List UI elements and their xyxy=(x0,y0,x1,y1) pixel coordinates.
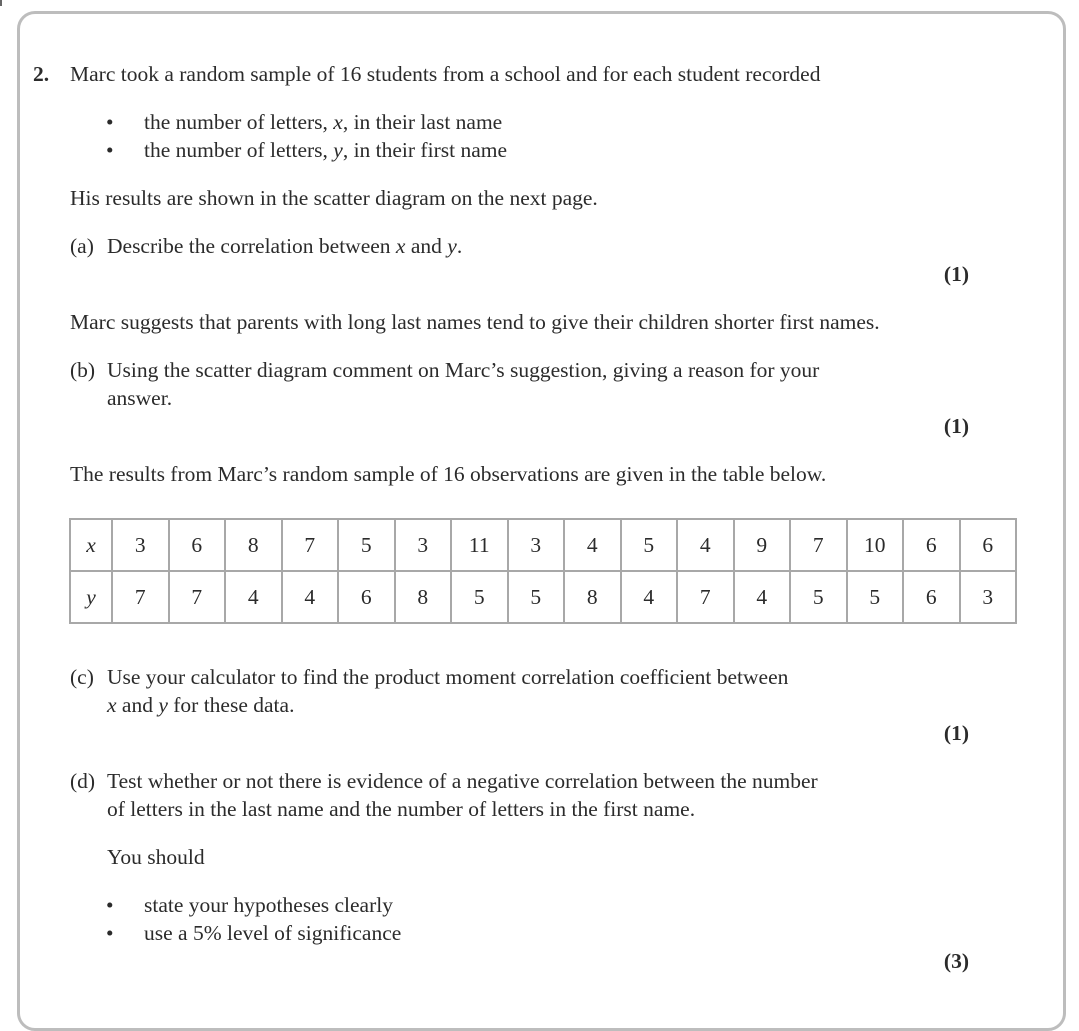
table-cell-y: 4 xyxy=(734,571,791,623)
data-table xyxy=(69,518,1017,624)
part-d-marks: (3) xyxy=(943,949,969,973)
table-cell-x: 4 xyxy=(677,519,734,571)
bullet-first-name: the number of letters, y, in their first name xyxy=(144,138,508,162)
part-d-line-1: Test whether or not there is evidence of a negative correlation between the number xyxy=(107,769,818,793)
table-cell-x: 8 xyxy=(225,519,282,571)
table-cell-y: 8 xyxy=(395,571,452,623)
table-cell-x: 3 xyxy=(395,519,452,571)
table-cell-x: 11 xyxy=(451,519,508,571)
bullet-last-name: the number of letters, x, in their last name xyxy=(144,110,503,134)
table-row-x xyxy=(70,519,1016,571)
table-cell-y: 7 xyxy=(169,571,226,623)
part-c-marks: (1) xyxy=(943,721,969,745)
part-b-label: (b) xyxy=(70,358,96,382)
table-cell-y: 8 xyxy=(564,571,621,623)
table-cell-y: 7 xyxy=(677,571,734,623)
question-number: 2. xyxy=(33,62,50,86)
table-cell-y: 5 xyxy=(451,571,508,623)
table-row-y xyxy=(70,571,1016,623)
table-cell-x: 3 xyxy=(112,519,169,571)
page-edge-mark xyxy=(0,0,2,6)
part-c-label: (c) xyxy=(70,665,94,689)
table-cell-x: 7 xyxy=(790,519,847,571)
bullet-marker: • xyxy=(106,921,114,945)
table-cell-y: 5 xyxy=(790,571,847,623)
table-cell-y: 6 xyxy=(903,571,960,623)
part-c-line-2: x and y for these data. xyxy=(107,693,295,717)
table-cell-x: 7 xyxy=(282,519,339,571)
table-cell-x: 6 xyxy=(169,519,226,571)
table-cell-y: 3 xyxy=(960,571,1017,623)
part-a-text: Describe the correlation between x and y. xyxy=(107,234,463,258)
table-cell-x: 6 xyxy=(960,519,1017,571)
table-cell-y: 6 xyxy=(338,571,395,623)
table-intro: The results from Marc’s random sample of 16 observations are given in the table below. xyxy=(70,462,827,486)
table-cell-x: 4 xyxy=(564,519,621,571)
question-intro: Marc took a random sample of 16 students from a school and for each student recorded xyxy=(70,62,821,86)
part-b-line-1: Using the scatter diagram comment on Marc’s suggestion, giving a reason for your xyxy=(107,358,820,382)
part-b-line-2: answer. xyxy=(107,386,173,410)
table-cell-x: 9 xyxy=(734,519,791,571)
part-a-label: (a) xyxy=(70,234,94,258)
table-header-x: x xyxy=(70,519,112,571)
part-c-line-1: Use your calculator to find the product moment correlation coefficient between xyxy=(107,665,789,689)
table-cell-y: 4 xyxy=(621,571,678,623)
table-cell-x: 6 xyxy=(903,519,960,571)
bullet-marker: • xyxy=(106,893,114,917)
table-cell-x: 3 xyxy=(508,519,565,571)
bullet-marker: • xyxy=(106,110,114,134)
table-cell-y: 5 xyxy=(847,571,904,623)
part-d-bullet-significance: use a 5% level of significance xyxy=(144,921,402,945)
part-d-label: (d) xyxy=(70,769,96,793)
part-a-marks: (1) xyxy=(943,262,969,286)
part-d-bullet-hypotheses: state your hypotheses clearly xyxy=(144,893,393,917)
results-note: His results are shown in the scatter diagram on the next page. xyxy=(70,186,598,210)
part-b-marks: (1) xyxy=(943,414,969,438)
table-cell-x: 5 xyxy=(338,519,395,571)
table-cell-y: 4 xyxy=(225,571,282,623)
part-d-you-should: You should xyxy=(107,845,205,869)
bullet-marker: • xyxy=(106,138,114,162)
marc-suggestion: Marc suggests that parents with long last names tend to give their children shorter first names. xyxy=(70,310,880,334)
table-cell-y: 5 xyxy=(508,571,565,623)
table-cell-x: 10 xyxy=(847,519,904,571)
table-cell-x: 5 xyxy=(621,519,678,571)
table-cell-y: 7 xyxy=(112,571,169,623)
table-cell-y: 4 xyxy=(282,571,339,623)
part-d-line-2: of letters in the last name and the number of letters in the first name. xyxy=(107,797,696,821)
table-header-y: y xyxy=(70,571,112,623)
